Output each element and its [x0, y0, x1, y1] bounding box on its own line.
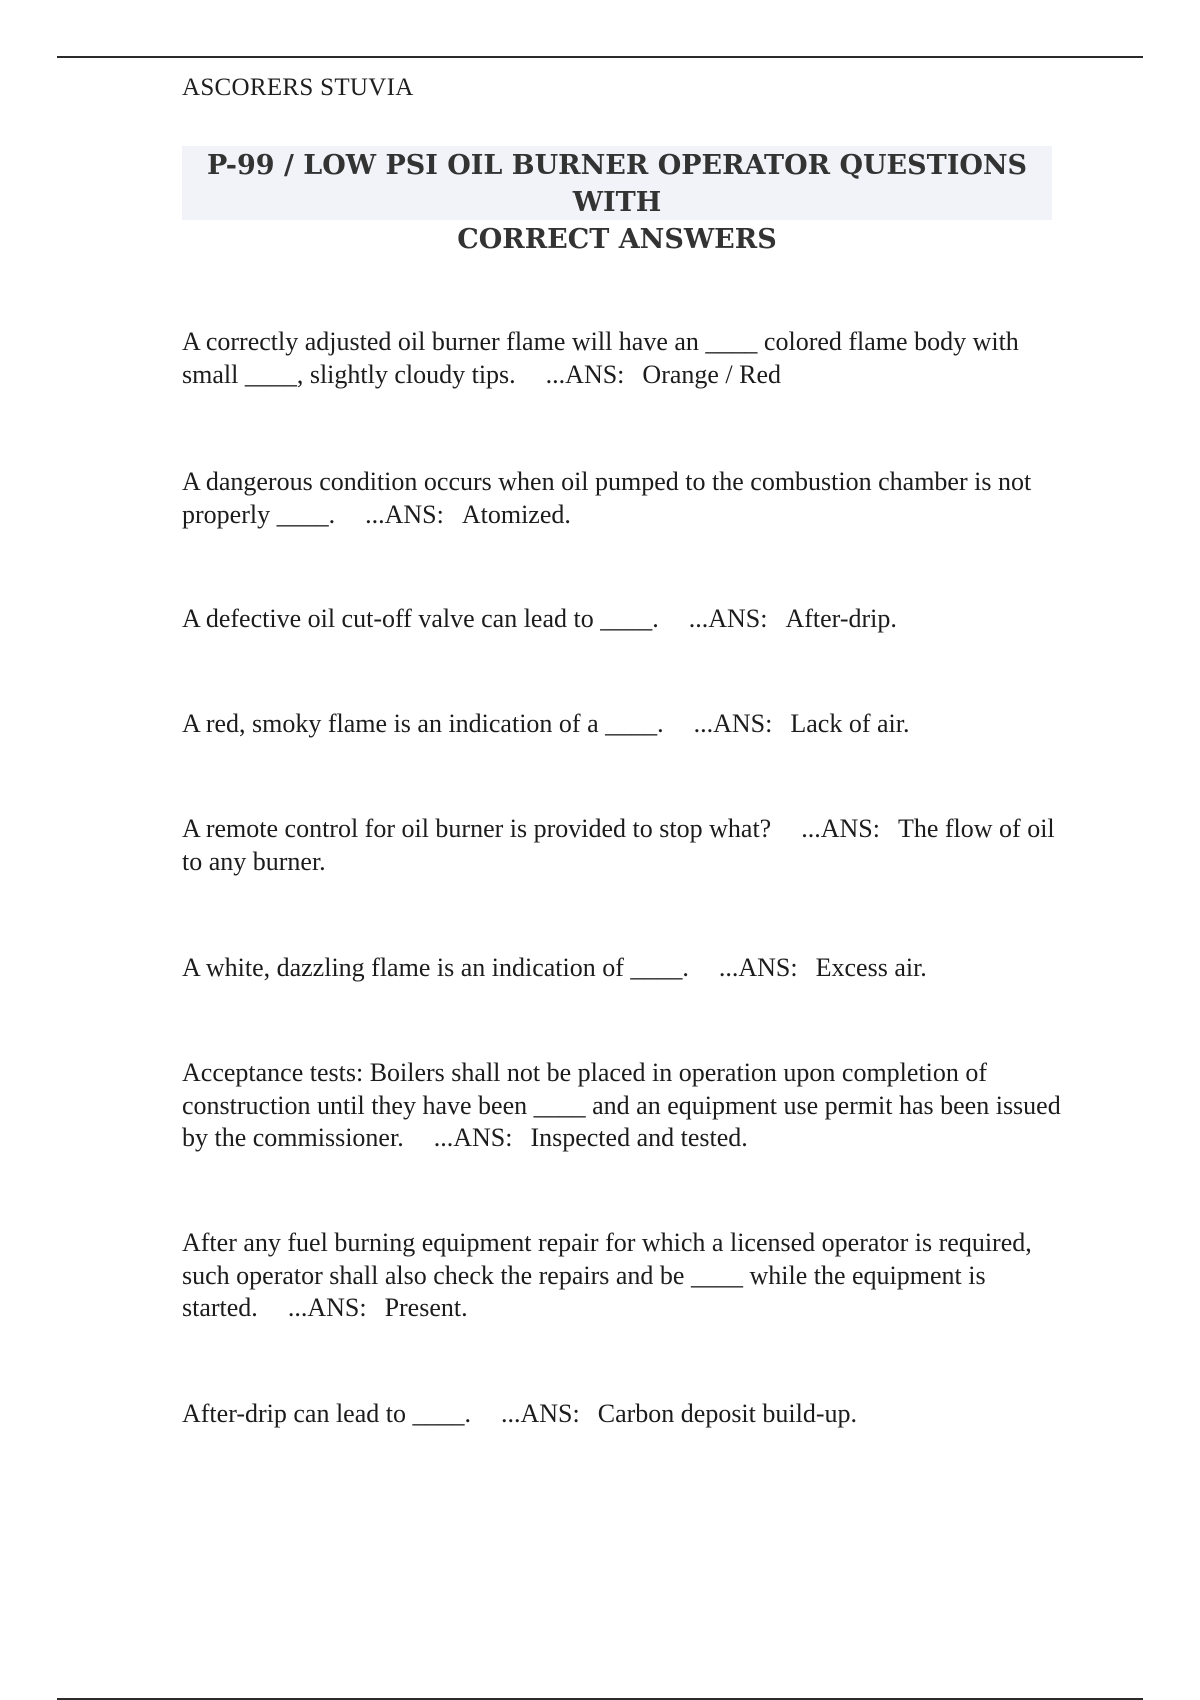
qa-item: [182, 708, 1062, 741]
answer-text: Inspected and tested.: [530, 1123, 748, 1152]
title-line-2: CORRECT ANSWERS: [457, 224, 777, 255]
answer-text: Lack of air.: [790, 709, 910, 738]
ans-marker: ...ANS:: [545, 359, 625, 389]
document-title: [182, 146, 1052, 255]
question-text: A defective oil cut-off valve can lead to ____.: [182, 604, 659, 633]
answer-text: Excess air.: [815, 953, 927, 982]
answer-text: Carbon deposit build-up.: [597, 1399, 857, 1428]
question-text: After any fuel burning equipment repair for which a licensed operator is required, such operator shall also check the repairs and be ____ while the equipment is started.: [182, 1228, 1032, 1322]
answer-text: Atomized.: [461, 499, 571, 529]
answer-text: After-drip.: [785, 604, 897, 633]
top-rule: [57, 56, 1143, 58]
qa-item: [182, 952, 1062, 985]
ans-marker: ...ANS:: [693, 709, 773, 738]
question-text: After-drip can lead to ____.: [182, 1399, 471, 1428]
qa-item: [182, 1057, 1062, 1155]
question-text: A correctly adjusted oil burner flame will have an ____ colored flame body with small ____, slightly cloudy tips.: [182, 327, 1019, 389]
question-text: A remote control for oil burner is provided to stop what?: [182, 814, 772, 843]
question-text: A red, smoky flame is an indication of a ____.: [182, 709, 664, 738]
qa-item: [182, 813, 1062, 878]
ans-marker: ...ANS:: [287, 1293, 367, 1322]
qa-item: [182, 603, 1062, 636]
ans-marker: ...ANS:: [801, 814, 880, 843]
ans-marker: ...ANS:: [365, 499, 444, 529]
ans-marker: ...ANS:: [500, 1399, 580, 1428]
answer-text: The flow of oil to any burner.: [182, 814, 1055, 876]
title-line-1: P-99 / LOW PSI OIL BURNER OPERATOR QUESTIONS WITH: [206, 150, 1028, 218]
qa-item: [182, 1227, 1062, 1325]
question-text: A dangerous condition occurs when oil pumped to the combustion chamber is not properly ____.: [182, 467, 1032, 529]
qa-item: [182, 466, 1062, 531]
header-label: ASCORERS STUVIA: [182, 74, 414, 101]
answer-text: Orange / Red: [642, 359, 782, 389]
ans-marker: ...ANS:: [688, 604, 768, 633]
qa-item: [182, 1398, 1062, 1431]
qa-item: [182, 326, 1062, 391]
question-text: A white, dazzling flame is an indication of ____.: [182, 953, 689, 982]
question-text: Acceptance tests: Boilers shall not be placed in operation upon completion of construction until they have been ____ and an equipment use permit has been issued by the commissioner.: [182, 1058, 1061, 1152]
answer-text: Present.: [384, 1293, 468, 1322]
ans-marker: ...ANS:: [718, 953, 798, 982]
ans-marker: ...ANS:: [433, 1123, 513, 1152]
